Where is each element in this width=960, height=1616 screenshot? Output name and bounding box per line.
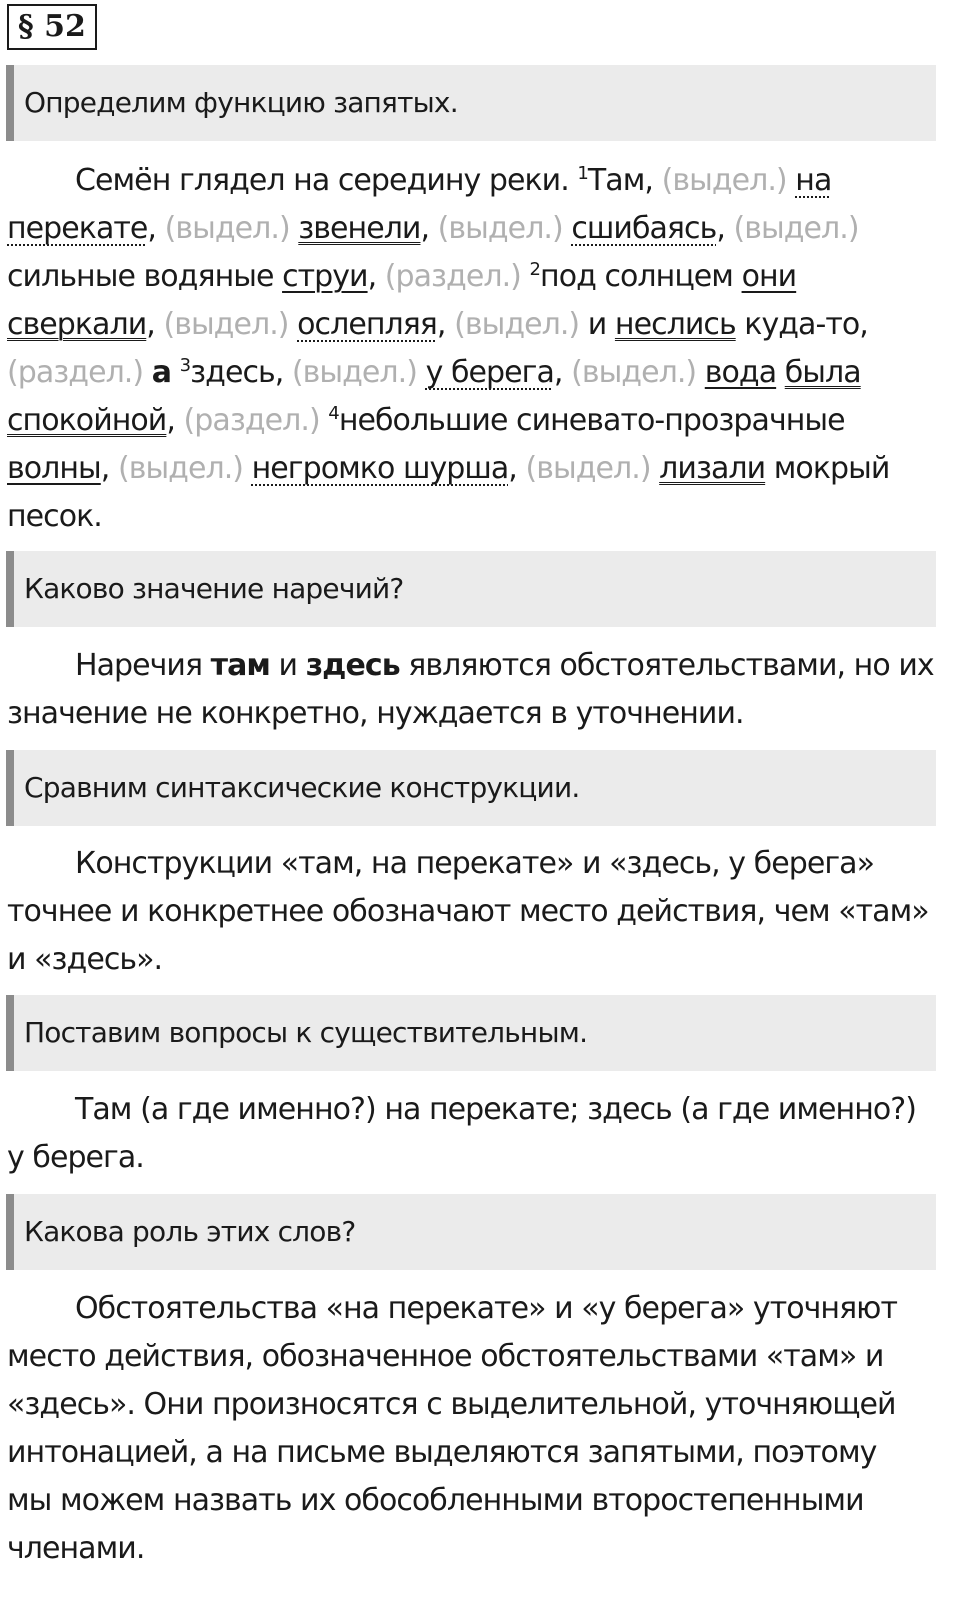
text-line	[7, 397, 957, 445]
text-fragment: песок.	[7, 499, 102, 534]
text-fragment: ,	[100, 451, 118, 486]
text-line	[7, 445, 957, 493]
comma-note: (выдел.)	[437, 211, 563, 246]
predicate-word: спокойной	[7, 403, 167, 438]
text-fragment: и	[579, 307, 615, 342]
text-fragment: мокрый	[765, 451, 890, 486]
text-line	[7, 642, 957, 690]
section-number: § 52	[7, 4, 97, 50]
text-fragment: Там,	[587, 163, 662, 198]
text-fragment: небольшие синевато-прозрачные	[338, 403, 845, 438]
subject-word: вода	[704, 355, 777, 390]
text-line: мы можем назвать их обособленными второстепенными	[7, 1483, 864, 1518]
text-fragment: Наречия	[75, 648, 211, 683]
text-fragment: Семён глядел на середину реки.	[75, 163, 578, 198]
text-line: Там (а где именно?) на перекате; здесь (а где именно?)	[75, 1092, 916, 1127]
question-heading-1: Определим функцию запятых.	[6, 65, 936, 141]
comma-note: (выдел.)	[661, 163, 787, 198]
text-fragment: ,	[436, 307, 455, 342]
predicate-word: сверкали	[7, 307, 147, 342]
predicate-word: лизали	[659, 451, 766, 486]
text-line: и «здесь».	[7, 942, 163, 977]
text-line	[7, 493, 957, 541]
text-line: точнее и конкретнее обозначают место действия, чем «там»	[7, 894, 929, 929]
text-line: значение не конкретно, нуждается в уточнении.	[7, 696, 744, 731]
text-fragment: сильные водяные	[7, 259, 283, 294]
clause-number: 2	[529, 259, 541, 280]
subject-word: они	[741, 259, 797, 294]
text-fragment: ,	[166, 403, 184, 438]
text-fragment: и	[269, 648, 306, 683]
adverbial-word: ослепляя	[297, 307, 437, 342]
text-line	[7, 349, 957, 397]
adverbial-word: у берега	[425, 355, 554, 390]
comma-note: (выдел.)	[117, 451, 244, 486]
text-line: членами.	[7, 1531, 145, 1566]
text-fragment: куда-то,	[735, 307, 868, 342]
text-fragment: ,	[420, 211, 438, 246]
text-fragment: являются обстоятельствами, но их	[399, 648, 934, 683]
comma-note: (раздел.)	[183, 403, 320, 438]
text-line	[7, 205, 957, 253]
text-fragment: ,	[146, 307, 164, 342]
question-heading-3: Сравним синтаксические конструкции.	[6, 750, 936, 826]
text-line: интонацией, а на письме выделяются запятыми, поэтому	[7, 1435, 877, 1470]
adverbial-phrase: негромко шурша	[251, 451, 509, 486]
text-fragment: ,	[147, 211, 165, 246]
answer-paragraph-3	[7, 840, 957, 984]
text-line: место действия, обозначенное обстоятельствами «там» и	[7, 1339, 884, 1374]
predicate-word: неслись	[614, 307, 736, 342]
subject-word: волны	[7, 451, 101, 486]
question-heading-4: Поставим вопросы к существительным.	[6, 995, 936, 1071]
text-line: у берега.	[7, 1140, 144, 1175]
question-heading-5: Какова роль этих слов?	[6, 1194, 936, 1270]
text-line: Обстоятельства «на перекате» и «у берега» уточняют	[75, 1291, 898, 1326]
comma-note: (выдел.)	[163, 307, 289, 342]
answer-paragraph-2	[7, 642, 957, 738]
subject-word: струи	[282, 259, 368, 294]
text-fragment: ,	[367, 259, 385, 294]
answer-paragraph-4	[7, 1086, 957, 1182]
clause-number: 1	[577, 163, 588, 184]
comma-note: (раздел.)	[384, 259, 521, 294]
clause-number: 3	[179, 355, 191, 376]
comma-note: (выдел.)	[571, 355, 697, 390]
answer-paragraph-1	[7, 157, 957, 541]
text-fragment: здесь,	[190, 355, 292, 390]
predicate-word: звенели	[298, 211, 421, 246]
text-line	[7, 253, 957, 301]
adverbial-word: сшибаясь	[571, 211, 717, 246]
text-line	[7, 157, 957, 205]
adverbial-word: перекате	[7, 211, 148, 246]
comma-note: (выдел.)	[733, 211, 859, 246]
answer-paragraph-5	[7, 1285, 957, 1573]
comma-note: (выдел.)	[164, 211, 290, 246]
comma-note: (выдел.)	[291, 355, 417, 390]
text-fragment: ,	[508, 451, 526, 486]
text-fragment: ,	[716, 211, 734, 246]
text-line: «здесь». Они произносятся с выделительной, уточняющей	[7, 1387, 896, 1422]
comma-note: (выдел.)	[454, 307, 580, 342]
text-fragment: под солнцем	[540, 259, 742, 294]
text-line	[7, 301, 957, 349]
bold-word: здесь	[305, 648, 400, 683]
bold-word: там	[210, 648, 270, 683]
text-fragment: ,	[553, 355, 572, 390]
comma-note: (выдел.)	[525, 451, 651, 486]
text-line: Конструкции «там, на перекате» и «здесь, у берега»	[75, 846, 874, 881]
clause-number: 4	[328, 403, 339, 424]
question-heading-2: Каково значение наречий?	[6, 551, 936, 627]
comma-note: (раздел.)	[7, 355, 144, 390]
adverbial-word: на	[795, 163, 832, 198]
conjunction-word: а	[151, 355, 172, 390]
predicate-word: была	[784, 355, 861, 390]
